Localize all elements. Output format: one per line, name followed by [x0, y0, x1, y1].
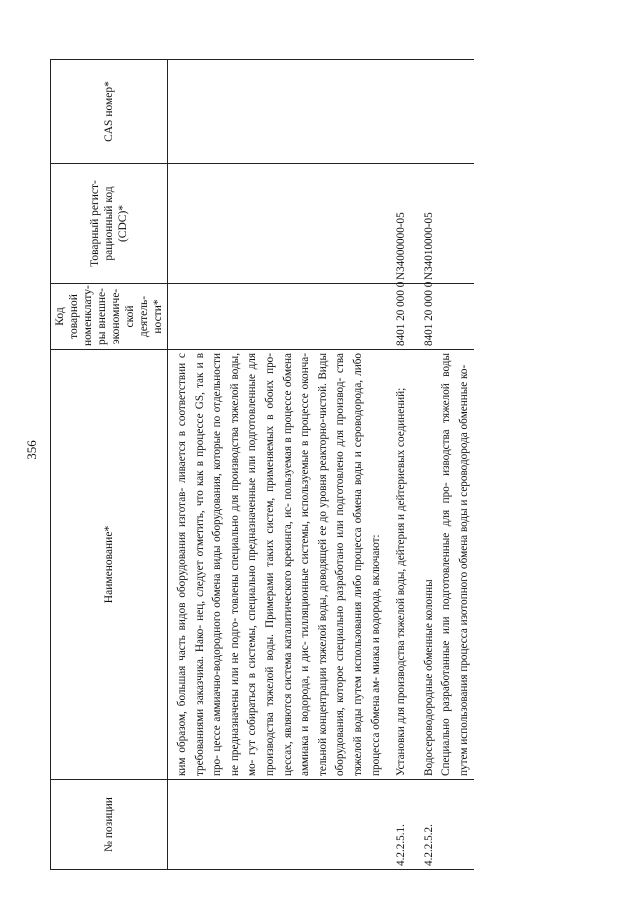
header-tnved: Код товарной номенклату- ры внешне- экономиче- ской деятель- ности*: [51, 284, 168, 350]
item-description: [411, 350, 474, 780]
continuation-text: ким образом, большая часть видов оборудования изготав- ливается в соответствии с требованиями заказчика. Нако- нец, следует отметить, что как в процессе GS, так и в про- цессе аммиачно-водородного обмена виды оборудования, которые по отдельности не предназначены или не подго- товлены специально для производства тяжелой воды, мо- гут собираться в системы, специально предназначенные или подготовленные для производства тяжелой воды. Примерами таких систем, применяемых в обоих про- цессах, являются система каталитического крекинга, ис- пользуемая в процессе обмена аммиака и водорода, и дис- тилляционные системы, используемые в процессе оконча- тельной концентрации тяжелой воды, доводящей ее до уровня реакторно-чистой. Виды оборудования, которое специально разработано или подготовлено для производ- ства тяжелой воды путем использования либо процесса обмена воды и сероводорода, либо процесса обмена ам- миака и водорода, включают:: [168, 350, 386, 780]
position-number: 4.2.2.5.2.: [411, 780, 474, 870]
item-name: Установки для производства тяжелой воды, дейтерия и дейтериевых соединений;: [385, 350, 411, 780]
rotated-content: [20, 30, 620, 870]
cdc-code: N34010000-05: [411, 164, 474, 284]
table-row: [385, 60, 411, 870]
nomenclature-table: [50, 59, 474, 870]
cdc-code: N34000000-05: [385, 164, 411, 284]
header-position: № позиции: [51, 780, 168, 870]
page-number: 356: [24, 440, 39, 460]
header-name: Наименование*: [51, 350, 168, 780]
item-name: Специально разработанные или подготовленные для про- изводства тяжелой воды путем использования процесса изотопного обмена воды и сероводорода обменные ко-: [440, 353, 470, 776]
cell-empty: [168, 60, 386, 164]
table-header-row: [51, 60, 168, 870]
item-title: Водосероводородные обменные колонны: [422, 579, 435, 776]
cas-number: [411, 60, 474, 164]
table-row: [411, 60, 474, 870]
position-number: 4.2.2.5.1.: [385, 780, 411, 870]
table-row-continuation: [168, 60, 386, 870]
tnved-code: 8401 20 000 0: [385, 284, 411, 350]
header-cdc: Товарный регист- рационный код (CDC)*: [51, 164, 168, 284]
cell-empty: [168, 284, 386, 350]
header-cas: CAS номер*: [51, 60, 168, 164]
tnved-code: 8401 20 000 0: [411, 284, 474, 350]
cell-position-empty: [168, 780, 386, 870]
cas-number: [385, 60, 411, 164]
cell-empty: [168, 164, 386, 284]
